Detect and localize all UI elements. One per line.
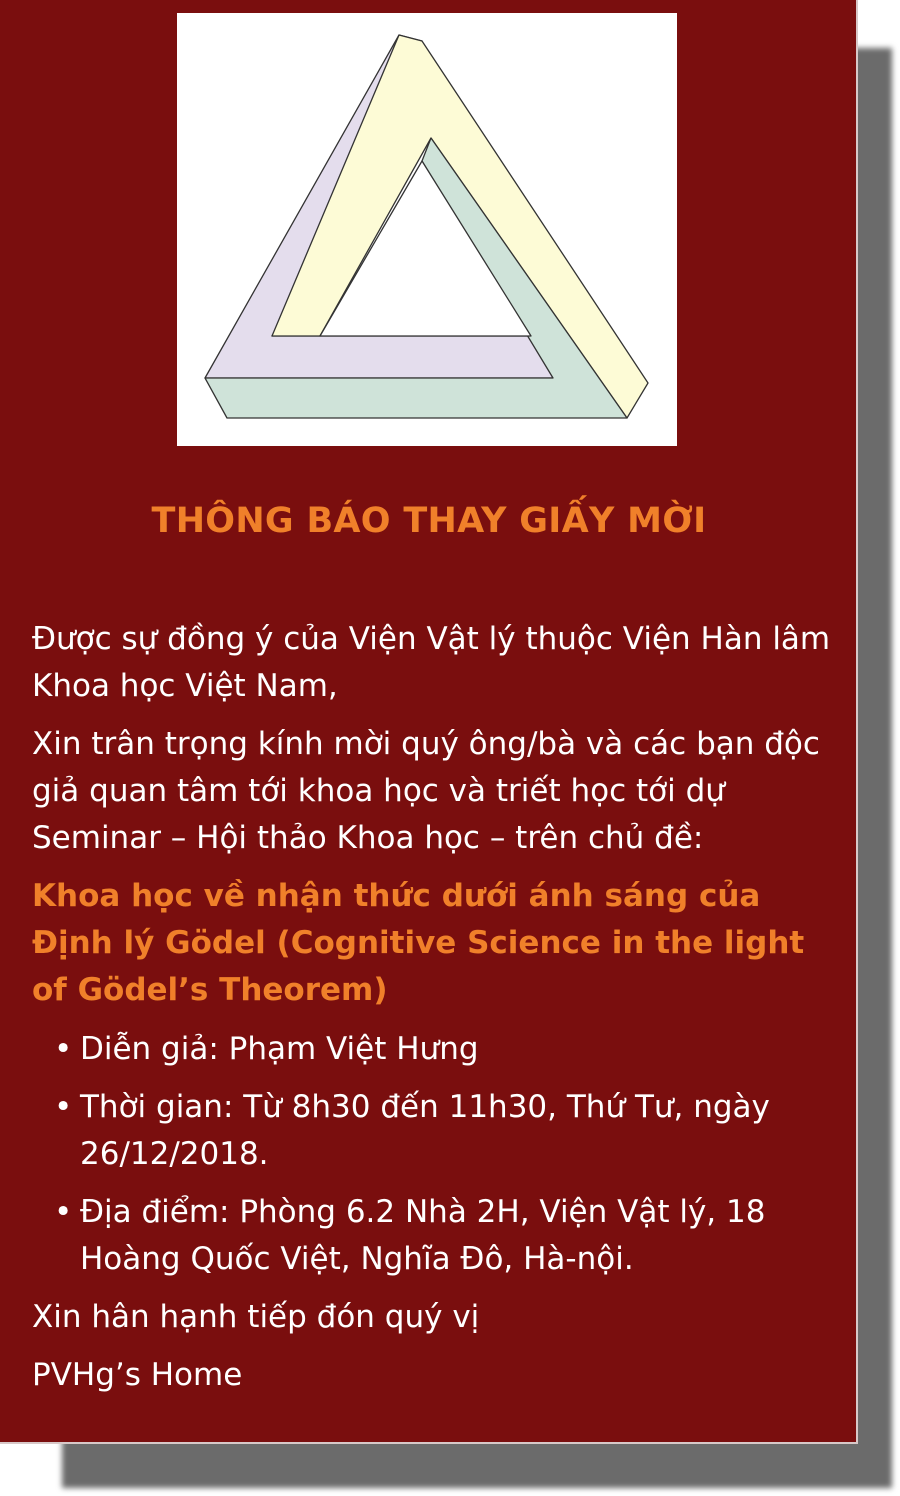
list-item-location bbox=[32, 1189, 837, 1283]
signature: PVHg’s Home bbox=[32, 1357, 243, 1393]
closing-line: Xin hân hạnh tiếp đón quý vị bbox=[32, 1299, 480, 1335]
penrose-triangle-image bbox=[177, 13, 677, 446]
penrose-triangle-illustration bbox=[177, 13, 677, 446]
bullet-icon: • bbox=[54, 1194, 73, 1230]
location-text: Địa điểm: Phòng 6.2 Nhà 2H, Viện Vật lý, 18 Hoàng Quốc Việt, Nghĩa Đô, Hà-nội. bbox=[80, 1194, 766, 1277]
bullet-icon: • bbox=[54, 1089, 73, 1125]
seminar-topic: Khoa học về nhận thức dưới ánh sáng của Định lý Gödel (Cognitive Science in the light of Gödel’s Theorem) bbox=[32, 878, 805, 1008]
details-list bbox=[32, 1026, 837, 1283]
list-item-time bbox=[32, 1084, 837, 1178]
bullet-icon: • bbox=[54, 1031, 73, 1067]
time-text: Thời gian: Từ 8h30 đến 11h30, Thứ Tư, ngày 26/12/2018. bbox=[80, 1089, 770, 1172]
notice-title: THÔNG BÁO THAY GIẤY MỜI bbox=[151, 501, 707, 541]
invitation-paragraph: Xin trân trọng kính mời quý ông/bà và các bạn độc giả quan tâm tới khoa học và triết học tới dự Seminar – Hội thảo Khoa học – trên chủ đề: bbox=[32, 726, 820, 856]
list-item-speaker bbox=[32, 1026, 837, 1073]
notice-body bbox=[32, 616, 837, 1410]
speaker-text: Diễn giả: Phạm Việt Hưng bbox=[80, 1031, 479, 1067]
intro-paragraph: Được sự đồng ý của Viện Vật lý thuộc Viện Hàn lâm Khoa học Việt Nam, bbox=[32, 621, 831, 704]
